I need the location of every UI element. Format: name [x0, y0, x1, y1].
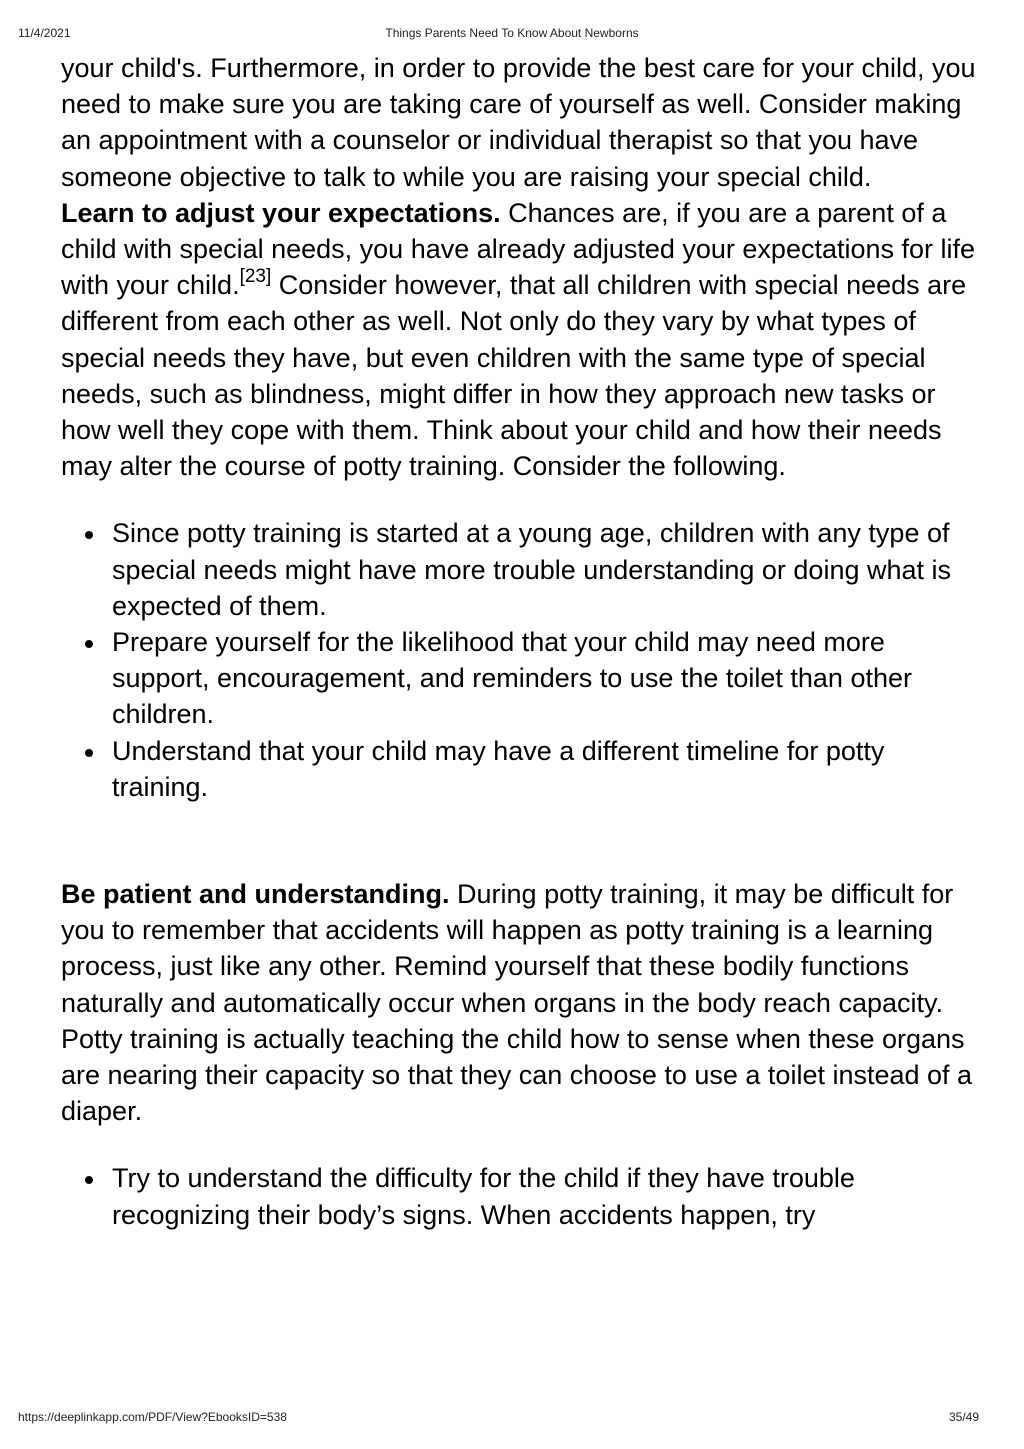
list-item: Try to understand the difficulty for the child if they have trouble recognizing their body’s signs. When accidents happen, try	[112, 1160, 981, 1232]
citation-link[interactable]: [23]	[239, 266, 272, 288]
paragraph-3	[61, 876, 981, 1129]
document-body	[61, 50, 981, 1233]
paragraph-2-text-a: Chances are, if you are a parent of a child with special needs, you have already adjusted your expectations for life with your child.	[61, 197, 976, 301]
paragraph-3-heading: Be patient and understanding.	[61, 879, 450, 910]
bullet-list-2	[61, 1160, 981, 1232]
page-number: 35/49	[948, 1410, 979, 1424]
list-item: Understand that your child may have a different timeline for potty training.	[112, 733, 981, 805]
footer-url[interactable]: https://deeplinkapp.com/PDF/View?EbooksID=538	[18, 1410, 287, 1424]
paragraph-3-text: During potty training, it may be difficult for you to remember that accidents will happen as potty training is a learning process, just like any other. Remind yourself that these bodily functions naturally and automatically occur when organs in the body reach capacity. Potty training is actually teaching the child how to sense when these organs are nearing their capacity so that they can choose to use a toilet instead of a diaper.	[61, 879, 973, 1127]
paragraph-2	[61, 195, 981, 485]
list-item: Since potty training is started at a young age, children with any type of special needs might have more trouble understanding or doing what is expected of them.	[112, 515, 981, 624]
header-date: 11/4/2021	[18, 26, 71, 40]
list-item: Prepare yourself for the likelihood that your child may need more support, encouragement, and reminders to use the toilet than other children.	[112, 624, 981, 733]
header-title: Things Parents Need To Know About Newborns	[385, 26, 639, 40]
bullet-list-1	[61, 515, 981, 805]
paragraph-2-heading: Learn to adjust your expectations.	[61, 197, 501, 228]
paragraph-1: your child's. Furthermore, in order to provide the best care for your child, you need to make sure you are taking care of yourself as well. Consider making an appointment with a counselor or individual therapist so that you have someone objective to talk to while you are raising your special child.	[61, 53, 976, 192]
paragraph-2-text-b: Consider however, that all children with special needs are different from each other as well. Not only do they vary by what types of special needs they have, but even children with the same type of special needs, such as blindness, might differ in how they approach new tasks or how well they cope with them. Think about your child and how their needs may alter the course of potty training. Consider the following.	[61, 270, 967, 482]
